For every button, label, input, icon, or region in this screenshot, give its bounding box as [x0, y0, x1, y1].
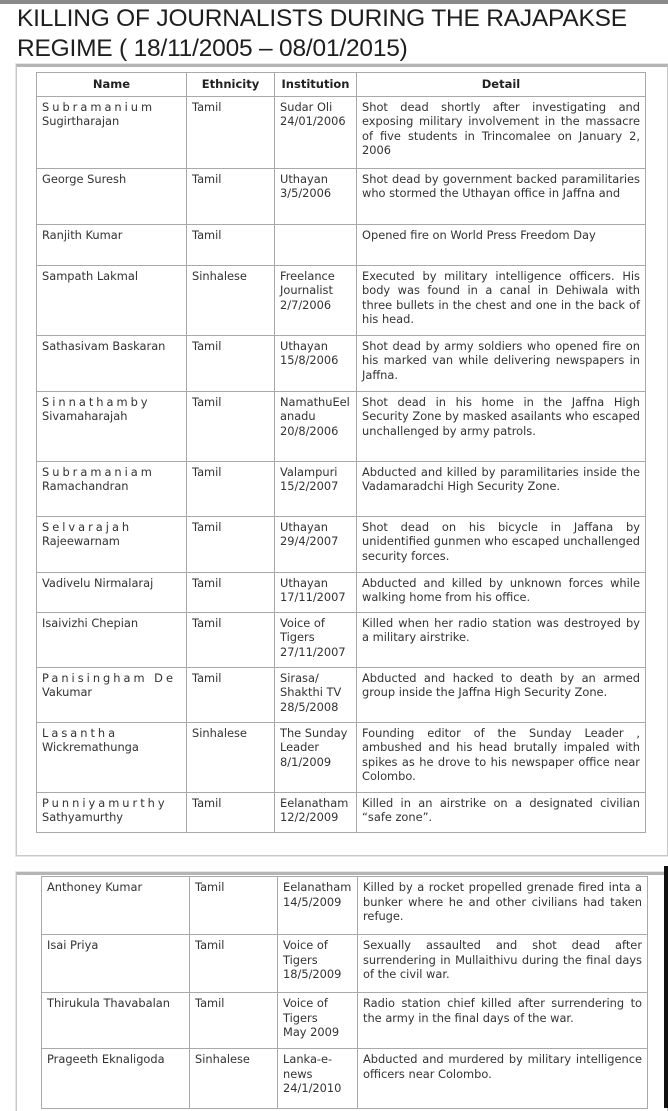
name-line-1: Vadivelu Nirmalaraj	[42, 575, 154, 590]
institution-name: Uthayan	[280, 338, 328, 353]
institution-name: Valampuri	[280, 464, 338, 479]
page-title: KILLING OF JOURNALISTS DURING THE RAJAPAKSE REGIME ( 18/11/2005 – 08/01/2015)	[17, 5, 627, 62]
cell-name	[42, 993, 190, 1049]
incident-date: 14/5/2009	[283, 894, 342, 909]
incident-date: 24/01/2006	[280, 114, 346, 128]
table-row	[37, 461, 646, 516]
cell-detail: Shot dead on his bicycle in Jaffana by unidentified gunmen who escaped unchallenged security forces.	[357, 516, 646, 572]
table-row	[37, 224, 646, 265]
institution-name: Voice of Tigers	[283, 938, 328, 967]
institution-name: Eelanatham	[280, 795, 349, 810]
cell-institution	[275, 335, 357, 391]
name-line-2: Sugirtharajan	[42, 114, 120, 128]
cell-detail: Killed in an airstrike on a designated civilian “safe zone”.	[357, 792, 646, 832]
name-line-1: Panisingham De	[42, 670, 176, 685]
institution-name: Uthayan	[280, 575, 328, 590]
name-line-1: Sathasivam Baskaran	[42, 338, 166, 353]
name-line-1: Sampath Lakmal	[42, 268, 138, 283]
header-name: Name	[37, 73, 187, 97]
cell-institution	[275, 461, 357, 516]
cell-ethnicity: Tamil	[187, 516, 275, 572]
cell-name	[37, 265, 187, 335]
name-line-2: Rajeewarnam	[42, 534, 120, 548]
name-line-2: Sivamaharajah	[42, 409, 128, 423]
table-row	[37, 516, 646, 572]
name-line-1: Isai Priya	[47, 938, 99, 952]
cell-ethnicity: Tamil	[187, 168, 275, 224]
incident-date: 27/11/2007	[280, 644, 346, 659]
incident-date: May 2009	[283, 1025, 340, 1039]
name-line-1: Ranjith Kumar	[42, 227, 123, 242]
cell-ethnicity: Tamil	[187, 391, 275, 461]
cell-institution	[275, 612, 357, 667]
cell-ethnicity: Sinhalese	[187, 722, 275, 792]
table-body-continued	[42, 877, 648, 1109]
cell-institution	[275, 168, 357, 224]
cell-name	[42, 935, 190, 993]
cell-ethnicity: Tamil	[187, 335, 275, 391]
incident-date: 24/1/2010	[283, 1081, 342, 1095]
cell-ethnicity: Tamil	[187, 224, 275, 265]
institution-name: The Sunday Leader	[280, 725, 348, 754]
cell-ethnicity: Sinhalese	[187, 265, 275, 335]
institution-name: Eelanatham	[283, 880, 352, 894]
institution-name: Voice of Tigers	[280, 615, 325, 644]
institution-name: Uthayan	[280, 171, 328, 186]
table-row	[37, 667, 646, 722]
incident-date: 17/11/2007	[280, 590, 346, 604]
table-row	[37, 612, 646, 667]
table-row	[42, 993, 648, 1049]
table-row	[42, 1049, 648, 1109]
cell-detail: Sexually assaulted and shot dead after surrendering in Mullaithivu during the final days of the civil war.	[358, 935, 648, 993]
institution-name: Sirasa/ Shakthi TV	[280, 670, 342, 699]
cell-detail: Abducted and killed by paramilitaries inside the Vadamaradchi High Security Zone.	[357, 461, 646, 516]
name-line-2: Sathyamurthy	[42, 810, 124, 824]
name-line-1: Lasantha	[42, 725, 119, 740]
cell-detail: Opened fire on World Press Freedom Day	[357, 224, 646, 265]
header-ethnicity: Ethnicity	[187, 73, 275, 97]
cell-name	[37, 572, 187, 612]
cell-detail: Radio station chief killed after surrendering to the army in the final days of the war.	[358, 993, 648, 1049]
cell-detail: Shot dead shortly after investigating and exposing military involvement in the massacre of five students in Trincomalee on January 2, 2006	[357, 96, 646, 168]
header-detail: Detail	[357, 73, 646, 97]
cell-institution	[275, 572, 357, 612]
incident-date: 15/8/2006	[280, 353, 339, 367]
table-row	[37, 335, 646, 391]
cell-name	[37, 792, 187, 832]
incident-date: 12/2/2009	[280, 810, 339, 824]
cell-name	[42, 877, 190, 935]
cell-name	[37, 667, 187, 722]
cell-detail: Abducted and murdered by military intelligence officers near Colombo.	[358, 1049, 648, 1109]
incident-date: 15/2/2007	[280, 479, 339, 493]
name-line-2: Vakumar	[42, 685, 93, 699]
incident-date: 18/5/2009	[283, 967, 342, 981]
cell-ethnicity: Tamil	[190, 877, 278, 935]
cell-ethnicity: Tamil	[187, 667, 275, 722]
cell-detail: Shot dead by army soldiers who opened fire on his marked van while delivering newspapers in Jaffna.	[357, 335, 646, 391]
table-row	[42, 935, 648, 993]
cell-name	[37, 461, 187, 516]
cell-detail: Executed by military intelligence officers. His body was found in a canal in Dehiwala with three bullets in the chest and one in the back of his head.	[357, 265, 646, 335]
table-row	[42, 877, 648, 935]
cell-institution	[278, 877, 358, 935]
name-line-1: Punniyamurthy	[42, 795, 168, 810]
cell-ethnicity: Sinhalese	[190, 1049, 278, 1109]
journalists-table-continued	[41, 876, 648, 1109]
cell-name	[37, 335, 187, 391]
cell-institution	[275, 792, 357, 832]
table-body	[37, 96, 646, 832]
cell-institution	[278, 1049, 358, 1109]
name-line-1: Subramanium	[42, 99, 156, 114]
cell-detail: Killed when her radio station was destroyed by a military airstrike.	[357, 612, 646, 667]
cell-institution	[275, 391, 357, 461]
cell-institution	[275, 667, 357, 722]
institution-name: Lanka-e- news	[283, 1052, 333, 1081]
table-row	[37, 722, 646, 792]
cell-ethnicity: Tamil	[187, 96, 275, 168]
cell-name	[37, 722, 187, 792]
cell-ethnicity: Tamil	[187, 572, 275, 612]
right-edge-bar	[664, 866, 668, 1108]
name-line-1: Prageeth Eknaligoda	[47, 1052, 165, 1066]
cell-ethnicity: Tamil	[187, 461, 275, 516]
name-line-1: Sinnathamby	[42, 394, 151, 409]
table-row	[37, 792, 646, 832]
cell-institution	[278, 935, 358, 993]
name-line-1: Subramaniam	[42, 464, 155, 479]
institution-name: Sudar Oli	[280, 99, 333, 114]
institution-name: Voice of Tigers	[283, 996, 328, 1025]
name-line-1: Isaivizhi Chepian	[42, 615, 139, 630]
name-line-1: Selvarajah	[42, 519, 133, 534]
cell-ethnicity: Tamil	[187, 792, 275, 832]
table-row	[37, 265, 646, 335]
institution-name: Uthayan	[280, 519, 328, 534]
header-institution: Institution	[275, 73, 357, 97]
institution-name: NamathuEel anadu	[280, 394, 350, 423]
cell-detail: Shot dead by government backed paramilitaries who stormed the Uthayan office in Jaffna and	[357, 168, 646, 224]
name-line-1: George Suresh	[42, 171, 127, 186]
incident-date: 3/5/2006	[280, 186, 332, 200]
cell-name	[37, 612, 187, 667]
cell-institution	[275, 96, 357, 168]
cell-ethnicity: Tamil	[190, 993, 278, 1049]
cell-institution	[278, 993, 358, 1049]
name-line-1: Anthoney Kumar	[47, 880, 143, 894]
incident-date: 29/4/2007	[280, 534, 339, 548]
cell-name	[37, 96, 187, 168]
cell-institution	[275, 722, 357, 792]
incident-date: 28/5/2008	[280, 699, 339, 714]
institution-name: Freelance Journalist	[280, 268, 335, 297]
cell-institution	[275, 224, 357, 265]
name-line-2: Ramachandran	[42, 479, 129, 493]
table-row	[37, 391, 646, 461]
name-line-1: Thirukula Thavabalan	[47, 996, 170, 1010]
cell-name	[37, 224, 187, 265]
cell-detail: Killed by a rocket propelled grenade fired inta a bunker where he and other civilians had taken refuge.	[358, 877, 648, 935]
cell-detail: Abducted and killed by unknown forces while walking home from his office.	[357, 572, 646, 612]
cell-detail: Abducted and hacked to death by an armed group inside the Jaffna High Security Zone.	[357, 667, 646, 722]
table-row	[37, 96, 646, 168]
table-row	[37, 168, 646, 224]
cell-name	[42, 1049, 190, 1109]
incident-date: 2/7/2006	[280, 297, 332, 312]
table-row	[37, 572, 646, 612]
cell-detail: Shot dead in his home in the Jaffna High Security Zone by masked asailants who escaped unchallenged by army patrols.	[357, 391, 646, 461]
name-line-2: Wickremathunga	[42, 740, 139, 754]
cell-name	[37, 391, 187, 461]
cell-name	[37, 168, 187, 224]
cell-name	[37, 516, 187, 572]
cell-ethnicity: Tamil	[190, 935, 278, 993]
cell-institution	[275, 516, 357, 572]
cell-institution	[275, 265, 357, 335]
incident-date: 20/8/2006	[280, 423, 339, 438]
incident-date: 8/1/2009	[280, 754, 332, 769]
journalists-table	[36, 72, 646, 833]
table-header-row	[37, 73, 646, 97]
cell-detail: Founding editor of the Sunday Leader , ambushed and his head brutally impaled with spikes as he drove to his newspaper office near Colombo.	[357, 722, 646, 792]
cell-ethnicity: Tamil	[187, 612, 275, 667]
